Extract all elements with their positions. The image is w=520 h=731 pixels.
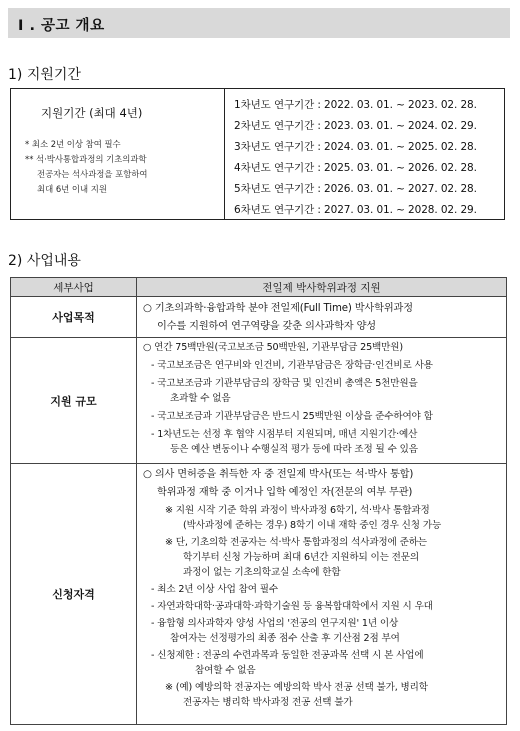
content-line: ※ (예) 예방의학 전공자는 예방의학 박사 전공 선택 불가, 병리학 <box>165 682 428 693</box>
content-line: ○ 의사 면허증을 취득한 자 중 전일제 박사(또는 석·박사 통합) <box>143 469 414 480</box>
year-period: 5차년도 연구기간 : 2026. 03. 01. ~ 2027. 02. 28. <box>234 183 477 195</box>
year-period: 3차년도 연구기간 : 2024. 03. 01. ~ 2025. 02. 28. <box>234 141 477 153</box>
table-row <box>11 297 507 338</box>
row-label: 지원 규모 <box>11 338 137 464</box>
content-line: 전공자는 병리학 박사과정 전공 선택 불가 <box>183 697 353 708</box>
content-line: 이수를 지원하여 연구역량을 갖춘 의사과학자 양성 <box>157 320 376 332</box>
content-line: 초과할 수 없음 <box>170 393 231 404</box>
subsection-heading-period: 1) 지원기간 <box>8 67 81 83</box>
row-content <box>137 338 507 464</box>
year-period: 2차년도 연구기간 : 2023. 03. 01. ~ 2024. 02. 29. <box>234 120 477 132</box>
content-line: (박사과정에 준하는 경우) 8학기 이내 재학 중인 경우 신청 가능 <box>183 520 442 531</box>
period-note: 전공자는 석사과정을 포함하여 <box>37 169 148 179</box>
column-header: 전일제 박사학위과정 지원 <box>137 278 507 297</box>
year-period: 4차년도 연구기간 : 2025. 03. 01. ~ 2026. 02. 28. <box>234 162 477 174</box>
section-title: I . 공고 개요 <box>18 18 105 34</box>
content-line: - 국고보조금과 기관부담금의 장학금 및 인건비 총액은 5천만원을 <box>151 378 418 389</box>
year-period: 6차년도 연구기간 : 2027. 03. 01. ~ 2028. 02. 29. <box>234 204 477 216</box>
period-title: 지원기간 (최대 4년) <box>41 106 143 120</box>
content-line: ○ 연간 75백만원(국고보조금 50백만원, 기관부담금 25백만원) <box>143 342 403 353</box>
content-line: - 신청제한 : 전공의 수련과목과 동일한 전공과목 선택 시 본 사업에 <box>151 650 424 661</box>
table-row <box>11 338 507 464</box>
period-note: * 최소 2년 이상 참여 필수 <box>25 139 121 149</box>
content-line: 과정이 없는 기초의학교실 소속에 한함 <box>183 567 341 578</box>
row-content <box>137 464 507 725</box>
box-divider <box>224 89 225 219</box>
content-line: ○ 기초의과학·융합과학 분야 전일제(Full Time) 박사학위과정 <box>143 303 413 314</box>
content-line: - 최소 2년 이상 사업 참여 필수 <box>151 584 278 595</box>
content-line: ※ 지원 시작 기준 학위 과정이 박사과정 6학기, 석·박사 통합과정 <box>165 505 430 516</box>
row-label: 신청자격 <box>11 464 137 725</box>
content-line: ※ 단, 기초의학 전공자는 석·박사 통합과정의 석사과정에 준하는 <box>165 537 427 548</box>
content-line: - 자연과학대학·공과대학·과학기술원 등 융복합대학에서 지원 시 우대 <box>151 601 433 612</box>
period-note: ** 석·박사통합과정의 기초의과학 <box>25 154 147 164</box>
business-content-table <box>10 277 507 725</box>
period-note: 최대 6년 이내 지원 <box>37 184 107 194</box>
support-period-box <box>10 88 505 220</box>
content-line: 등은 예산 변동이나 수행실적 평가 등에 따라 조정 될 수 있음 <box>170 444 418 455</box>
content-line: 학위과정 재학 중 이거나 입학 예정인 자(전문의 여부 무관) <box>157 486 413 498</box>
content-line: - 융합형 의사과학자 양성 사업의 '전공의 연구지원' 1년 이상 <box>151 618 399 629</box>
subsection-heading-content: 2) 사업내용 <box>8 253 81 269</box>
row-content <box>137 297 507 338</box>
content-line: - 국고보조금과 기관부담금은 반드시 25백만원 이상을 준수하여야 함 <box>151 411 433 422</box>
content-line: 학기부터 신청 가능하며 최대 6년간 지원하되 이는 전문의 <box>183 552 419 563</box>
content-line: 참여할 수 없음 <box>195 665 256 676</box>
year-period: 1차년도 연구기간 : 2022. 03. 01. ~ 2023. 02. 28. <box>234 99 477 111</box>
content-line: - 국고보조금은 연구비와 인건비, 기관부담금은 장학금·인건비로 사용 <box>151 360 433 371</box>
table-row <box>11 464 507 725</box>
content-line: 참여자는 선정평가의 최종 점수 산출 후 기산점 2점 부여 <box>170 633 400 644</box>
row-label: 사업목적 <box>11 297 137 338</box>
content-line: - 1차년도는 선정 후 협약 시점부터 지원되며, 매년 지원기간·예산 <box>151 429 418 440</box>
column-header: 세부사업 <box>11 278 137 297</box>
table-header-row <box>11 278 507 297</box>
